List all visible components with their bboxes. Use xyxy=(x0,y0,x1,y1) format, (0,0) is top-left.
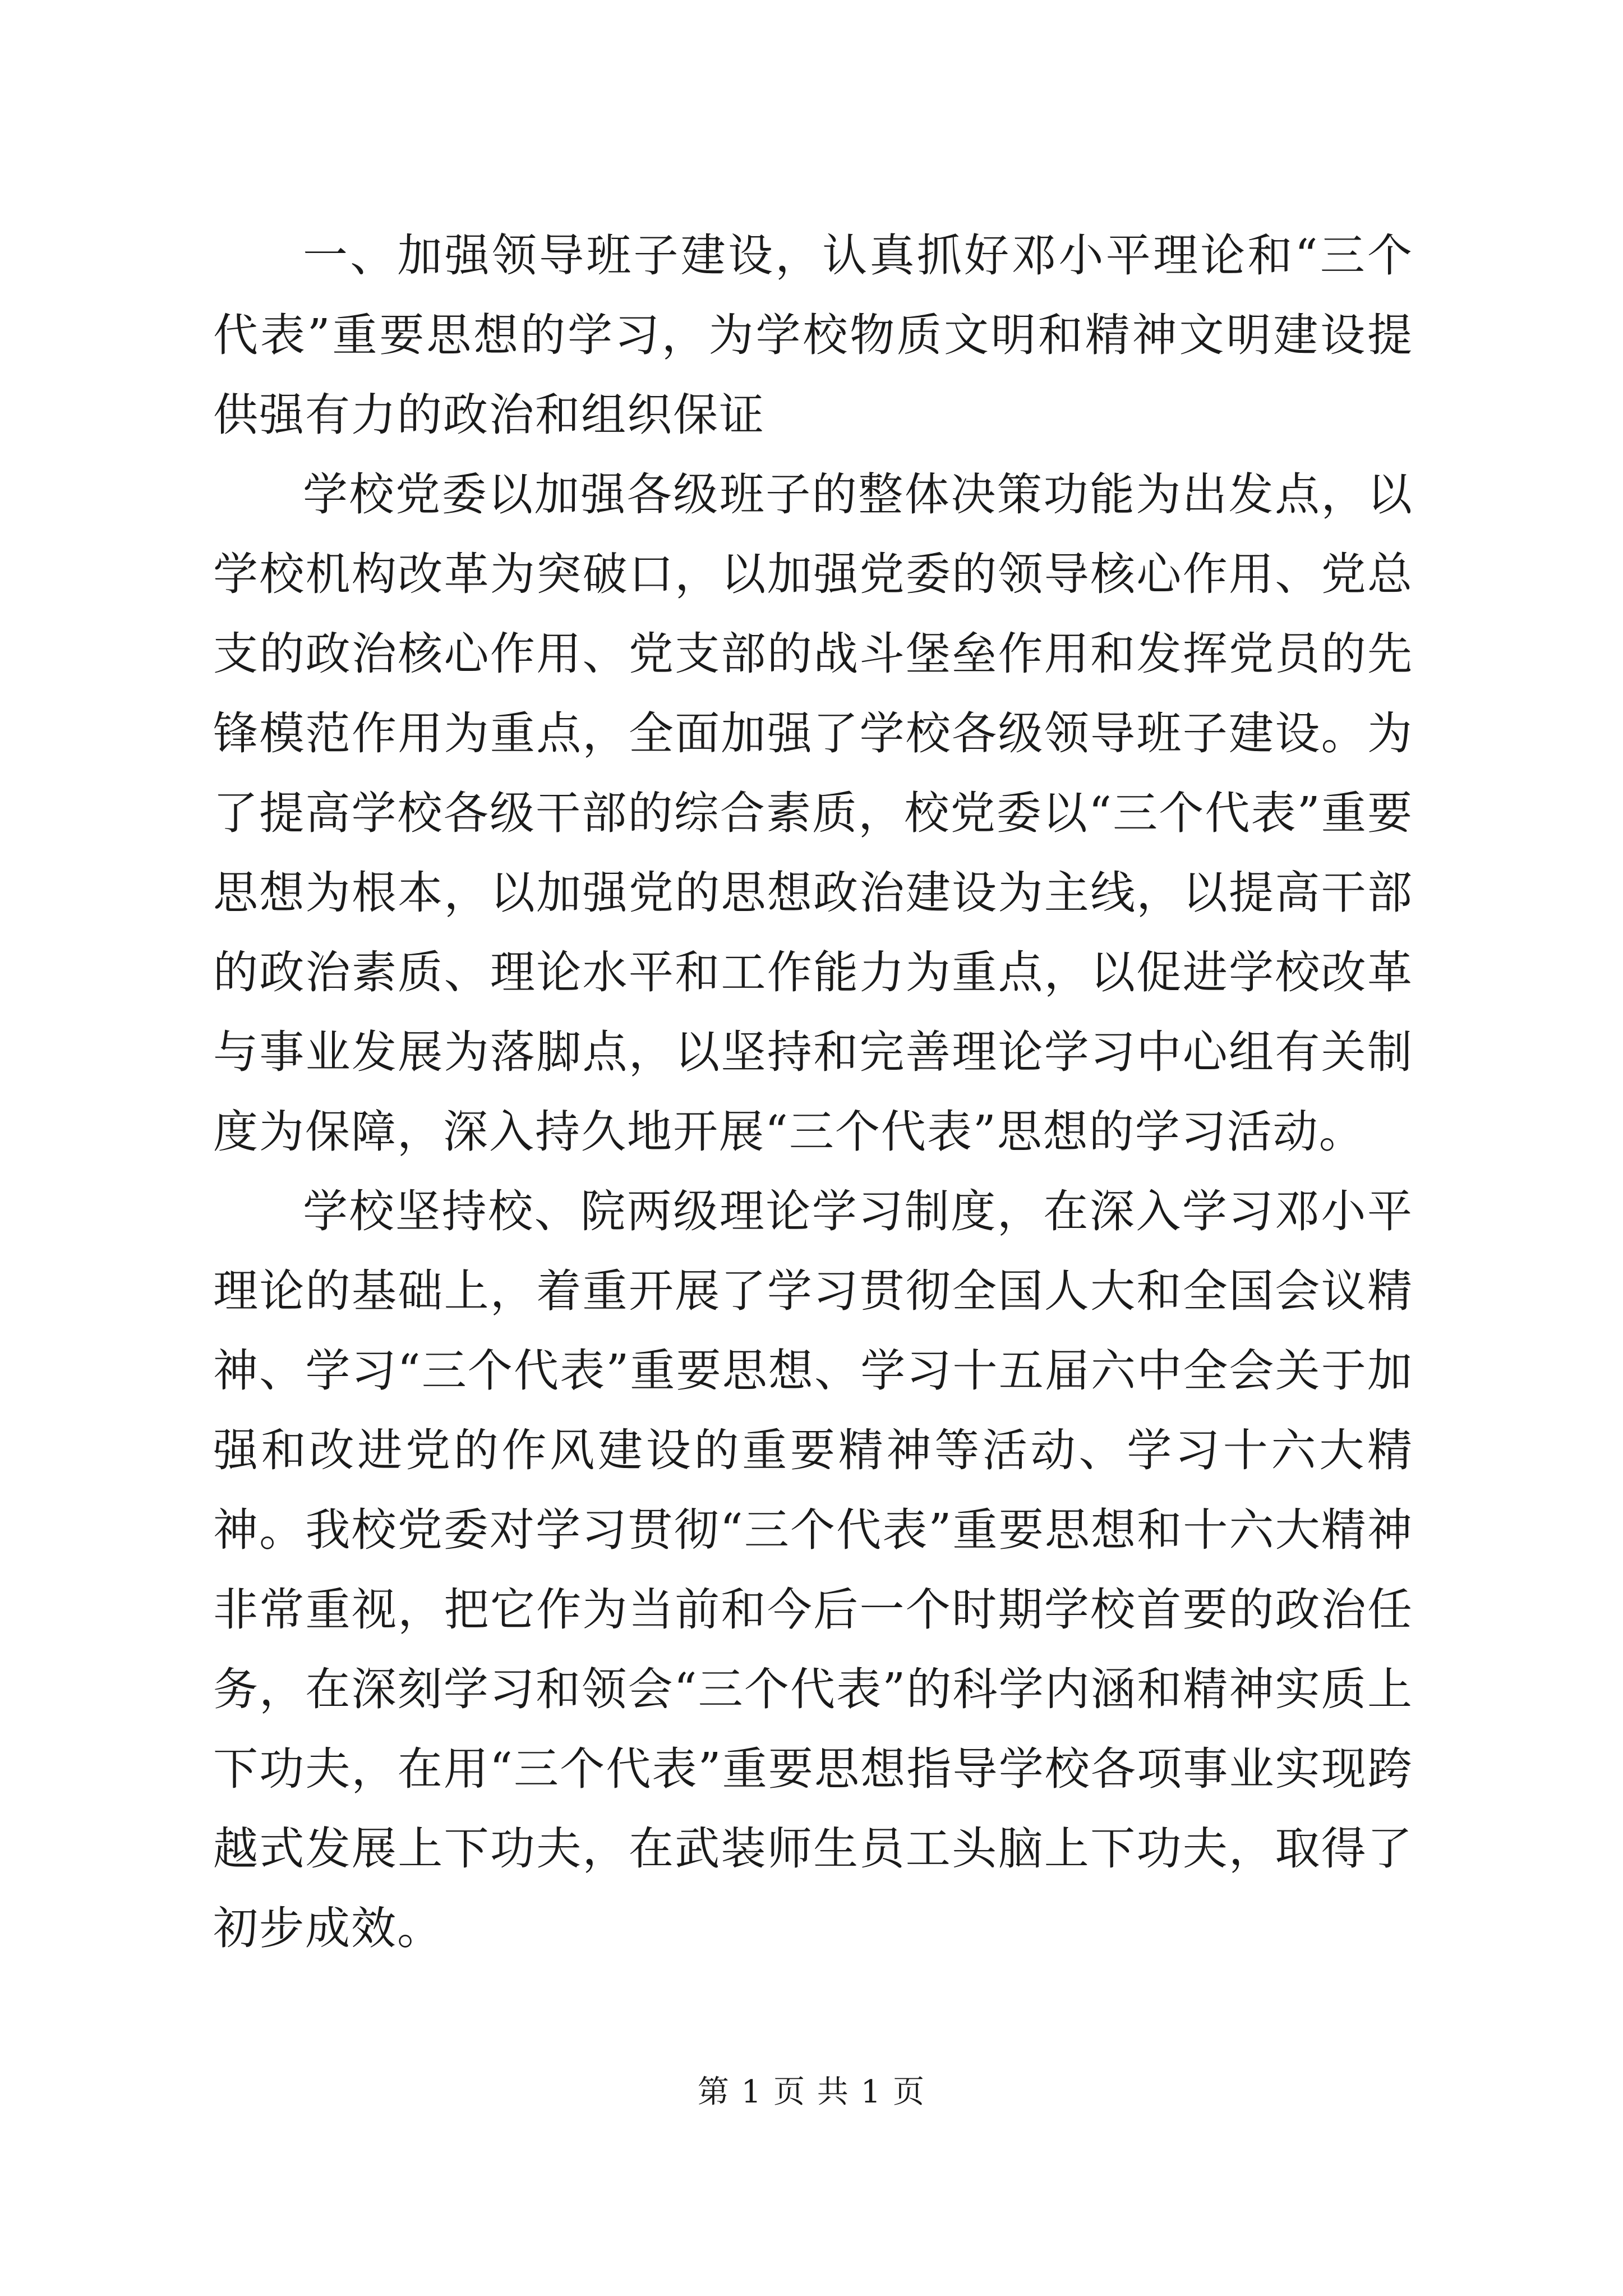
body-paragraph-1: 学校党委以加强各级班子的整体决策功能为出发点，以学校机构改革为突破口，以加强党委的领导核心作用、党总支的政治核心作用、党支部的战斗堡垒作用和发挥党员的先锋模范作用为重点，全面加强了学校各级领导班子建设。为了提高学校各级干部的综合素质，校党委以“三个代表”重要思想为根本，以加强党的思想政治建设为主线，以提高干部的政治素质、理论水平和工作能力为重点，以促进学校改革与事业发展为落脚点，以坚持和完善理论学习中心组有关制度为保障，深入持久地开展“三个代表”思想的学习活动。 xyxy=(213,468,1413,1158)
document-body xyxy=(213,216,1413,1968)
section-heading: 一、加强领导班子建设，认真抓好邓小平理论和“三个代表”重要思想的学习，为学校物质文明和精神文明建设提供强有力的政治和组织保证 xyxy=(213,229,1413,441)
body-paragraph-2: 学校坚持校、院两级理论学习制度，在深入学习邓小平理论的基础上，着重开展了学习贯彻全国人大和全国会议精神、学习“三个代表”重要思想、学习十五届六中全会关于加强和改进党的作风建设的重要精神等活动、学习十六大精神。我校党委对学习贯彻“三个代表”重要思想和十六大精神非常重视，把它作为当前和今后一个时期学校首要的政治任务，在深刻学习和领会“三个代表”的科学内涵和精神实质上下功夫，在用“三个代表”重要思想指导学校各项事业实现跨越式发展上下功夫，在武装师生员工头脑上下功夫，取得了初步成效。 xyxy=(213,1185,1413,1954)
page-footer: 第 1 页 共 1 页 xyxy=(697,2074,926,2110)
